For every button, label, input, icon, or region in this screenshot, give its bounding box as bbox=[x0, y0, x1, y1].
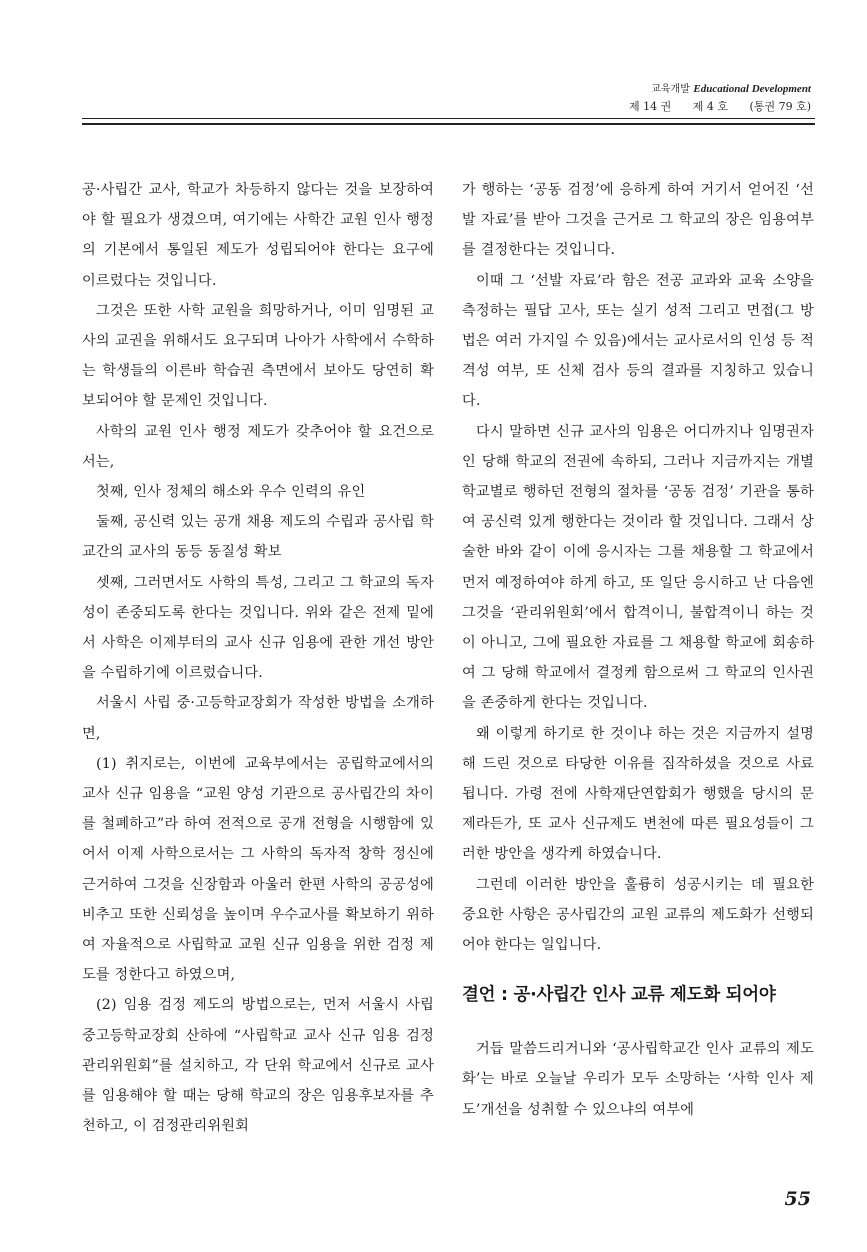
paragraph: 서울시 사립 중·고등학교장회가 작성한 방법을 소개하면, bbox=[82, 695, 434, 742]
paragraph: 다시 말하면 신규 교사의 임용은 어디까지나 임명권자인 당해 학교의 전권에 속하되, 그러나 지금까지는 개별학교별로 행하던 전형의 절차를 ‘공동 검정’ 기관을 통하여 공신력 있게 행한다는 것이라 할 것입니다. 그래서 상술한 바와 같이 이에 응시자는 그를 채용할 그 학교에서 먼저 예정하여야 하게 하고, 또 일단 응시하고 난 다음엔 그것을 ‘관리위원회’에서 합격이니, 불합격이니 하는 것이 아니고, 그에 필요한 자료를 그 채용할 학교에 회송하여 그 당해 학교에서 결정케 함으로써 그 학교의 인사권을 존중하게 한다는 것입니다. bbox=[462, 423, 814, 712]
paragraph: (1) 취지로는, 이번에 교육부에서는 공립학교에서의 교사 신규 임용을 “교원 양성 기관으로 공사립간의 차이를 철폐하고”라 하여 전적으로 공개 전형을 시행함에 있어서 이제 사학으로서는 그 사학의 독자적 창학 정신에 근거하여 그것을 신장함과 아울러 한편 사학의 공공성에 비추고 또한 신뢰성을 높이며 우수교사를 확보하기 위하여 자율적으로 사립학교 교원 신규 임용을 위한 검정 제도를 정한다고 하였으며, bbox=[82, 755, 434, 984]
paragraph: 첫째, 인사 정체의 해소와 우수 인력의 유인 bbox=[96, 484, 366, 501]
volume: 제 14 권 bbox=[629, 100, 672, 113]
paragraph: 거듭 말씀드리거니와 ‘공사립학교간 인사 교류의 제도화’는 바로 오늘날 우리가 모두 소망하는 ‘사학 인사 제도’개선을 성취할 수 있으냐의 여부에 bbox=[462, 1041, 814, 1118]
paragraph: 그것은 또한 사학 교원을 희망하거나, 이미 임명된 교사의 교권을 위해서도 요구되며 나아가 사학에서 수학하는 학생들의 이른바 학습권 측면에서 보아도 당연히 확보되어야 할 문제인 것입니다. bbox=[82, 302, 434, 410]
paragraph: 왜 이렇게 하기로 한 것이냐 하는 것은 지금까지 설명해 드린 것으로 타당한 이유를 짐작하셨을 것으로 사료됩니다. 가령 전에 사학재단연합회가 행했을 당시의 문제라든가, 또 교사 신규제도 변천에 따른 필요성들이 그러한 방안을 생각케 하였습니다. bbox=[462, 725, 814, 863]
paragraph: 이때 그 ‘선발 자료’라 함은 전공 교과와 교육 소양을 측정하는 필답 고사, 또는 실기 성적 그리고 면접(그 방법은 여러 가지일 수 있음)에서는 교사로서의 인성 등 적격성 여부, 또 신체 검사 등의 결과를 지칭하고 있습니다. bbox=[462, 272, 814, 410]
paragraph: 그런데 이러한 방안을 훌륭히 성공시키는 데 필요한 중요한 사항은 공사립간의 교원 교류의 제도화가 선행되어야 한다는 일입니다. bbox=[462, 876, 814, 954]
issue-info bbox=[629, 98, 811, 115]
paragraph: 가 행하는 ‘공동 검정’에 응하게 하여 거기서 얻어진 ‘선발 자료’를 받아 그것을 근거로 그 학교의 장은 임용여부를 결정한다는 것입니다. bbox=[462, 182, 814, 259]
paragraph: (2) 임용 검정 제도의 방법으로는, 먼저 서울시 사립 중고등학교장회 산하에 “사립학교 교사 신규 임용 검정관리위원회”를 설치하고, 각 단위 학교에서 신규로 교사를 임용해야 할 때는 당해 학교의 장은 임용후보자를 추천하고, 이 검정관리위원회 bbox=[82, 997, 434, 1135]
paragraph: 둘째, 공신력 있는 공개 채용 제도의 수립과 공사립 학교간의 교사의 동등 동질성 확보 bbox=[82, 514, 434, 561]
paragraph: 사학의 교원 인사 행정 제도가 갖추어야 할 요건으로서는, bbox=[82, 423, 434, 470]
journal-header bbox=[629, 80, 811, 115]
journal-name-en: Educational Development bbox=[693, 83, 811, 95]
journal-title bbox=[629, 80, 811, 98]
paragraph: 셋째, 그러면서도 사학의 특성, 그리고 그 학교의 독자성이 존중되도록 한다는 것입니다. 위와 같은 전제 밑에서 사학은 이제부터의 교사 신규 임용에 관한 개선 방안을 수립하기에 이르렀습니다. bbox=[82, 574, 434, 682]
total-issue: (통권 79 호) bbox=[749, 100, 811, 113]
right-column bbox=[462, 175, 814, 1125]
header-rule bbox=[82, 118, 815, 125]
section-heading: 결언 : 공·사립간 인사 교류 제도화 되어야 bbox=[462, 985, 776, 1006]
issue-number: 제 4 호 bbox=[692, 100, 729, 113]
paragraph: 공·사립간 교사, 학교가 차등하지 않다는 것을 보장하여야 할 필요가 생겼으며, 여기에는 사학간 교원 인사 행정의 기본에서 통일된 제도가 성립되어야 한다는 요구에 이르렀다는 것입니다. bbox=[82, 182, 434, 289]
left-column bbox=[82, 175, 434, 1142]
page-number: 55 bbox=[784, 1188, 811, 1210]
journal-name-kr: 교육개발 bbox=[651, 84, 690, 95]
